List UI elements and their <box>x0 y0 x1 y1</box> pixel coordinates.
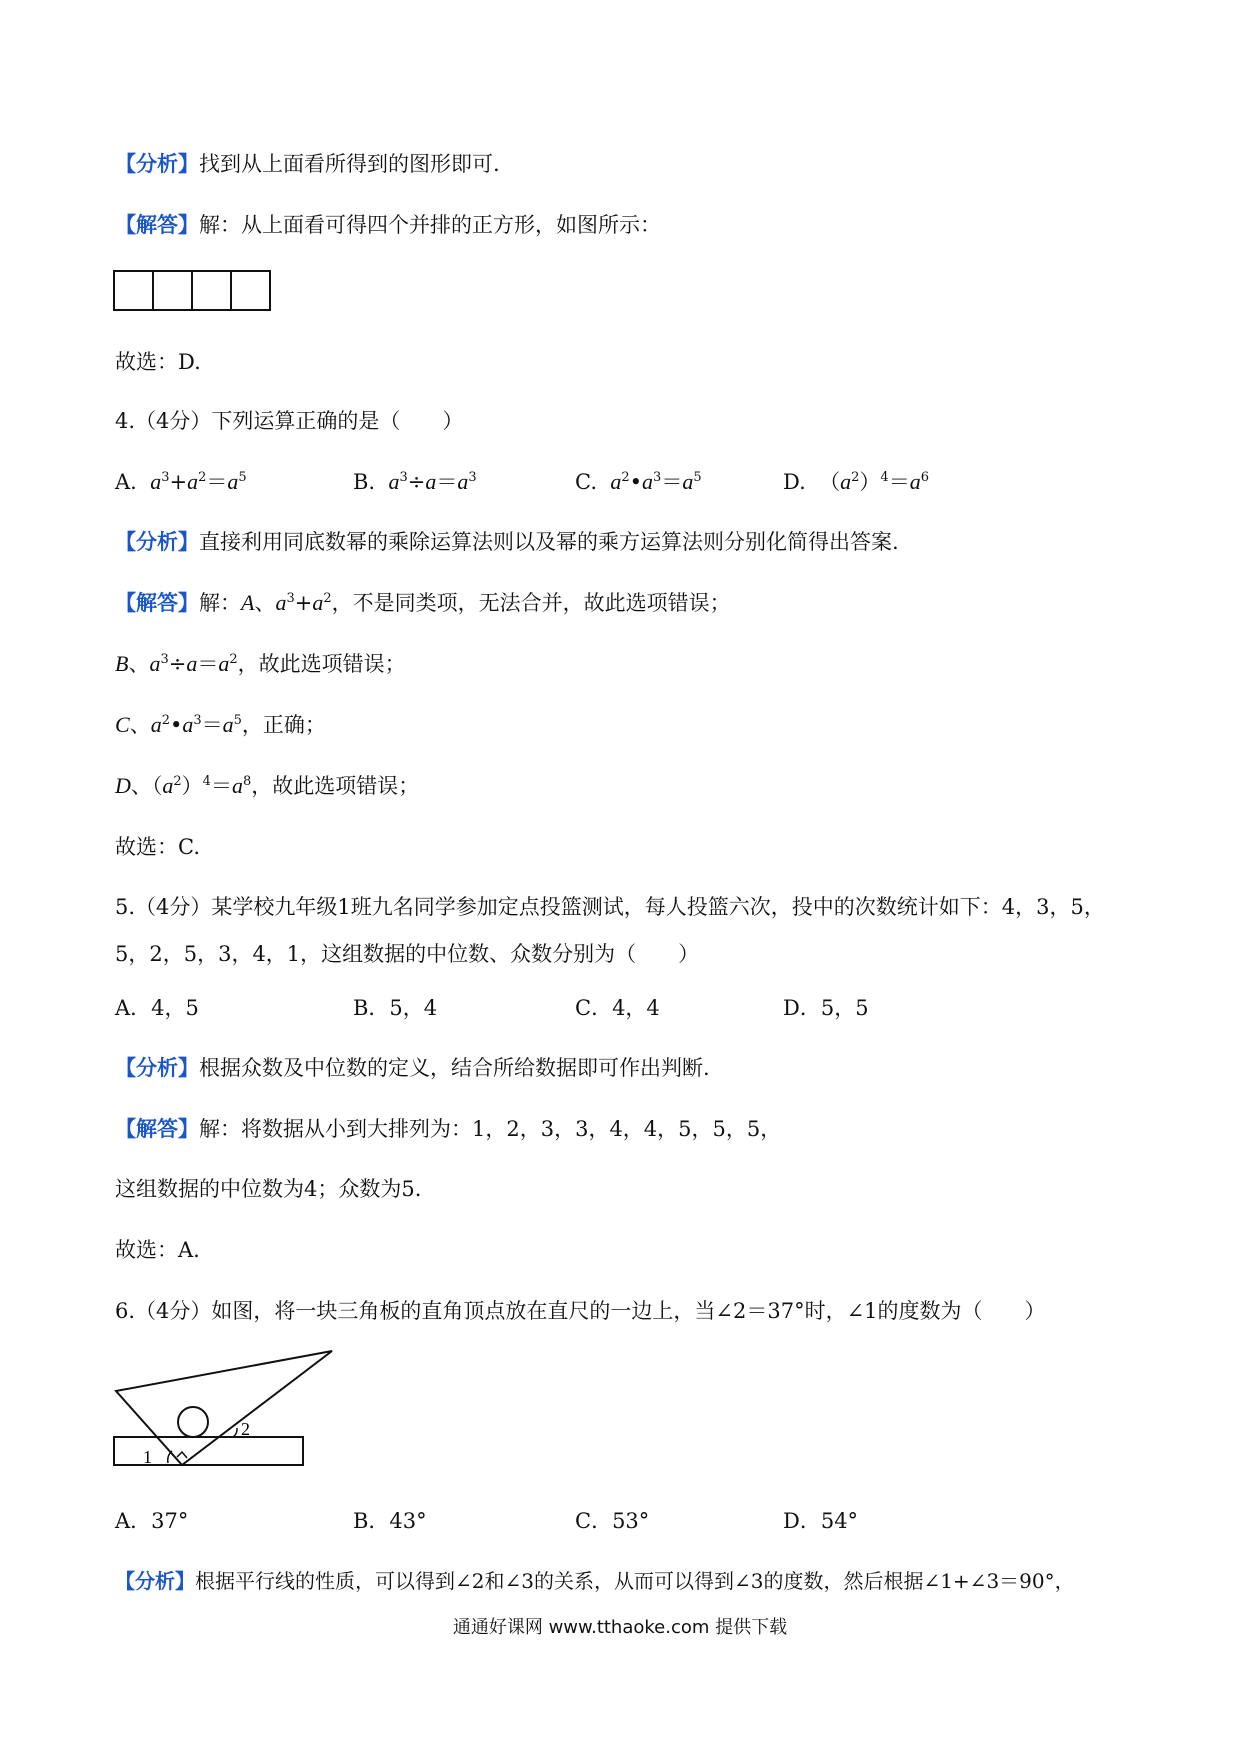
ruler-triangle-figure <box>100 1345 350 1475</box>
q4-answer-b: B、$a^3\div a=a^2$，故此选项错误； <box>115 651 406 676</box>
plate-hole <box>178 1407 208 1437</box>
q4-option-d: D. $(a^2)^4=a^6$ <box>783 469 929 494</box>
q4-answer-c: C、$a^2•a^3=a^5$，正确； <box>115 712 326 737</box>
q5-answer-line1: 【解答】解：将数据从小到大排列为：1，2，3，3，4，4，5，5，5， <box>115 1116 782 1141</box>
q5-option-a: A．4，5 <box>115 996 199 1020</box>
four-squares-figure <box>113 270 271 311</box>
q3-answer: 【解答】解：从上面看可得四个并排的正方形，如图所示： <box>115 212 661 237</box>
right-angle-mark <box>177 1452 187 1458</box>
square <box>193 272 232 309</box>
square <box>115 272 154 309</box>
q4-stem: 4.（4分）下列运算正确的是（ ） <box>115 409 464 433</box>
q6-options <box>115 1507 1125 1537</box>
q4-analysis: 【分析】直接利用同底数幂的乘除运算法则以及幂的乘方运算法则分别化简得出答案. <box>115 529 899 554</box>
angle2-label: 2 <box>241 1419 250 1439</box>
q4-option-b: B. $a^3\div a=a^3$ <box>353 469 477 494</box>
q5-analysis: 【分析】根据众数及中位数的定义，结合所给数据即可作出判断. <box>115 1055 710 1080</box>
q5-options <box>115 994 1125 1024</box>
q6-option-a: A．37° <box>115 1509 189 1533</box>
q4-option-c: C. $a^2•a^3=a^5$ <box>575 469 702 494</box>
q5-answer-line2: 这组数据的中位数为4；众数为5. <box>115 1177 422 1201</box>
q4-option-a: A. $a^3+a^2=a^5$ <box>115 469 247 494</box>
angle1-label: 1 <box>143 1447 152 1467</box>
q5-choice: 故选：A. <box>115 1238 200 1262</box>
square <box>154 272 193 309</box>
page-footer: 通通好课网 www.tthaoke.com 提供下载 <box>452 1617 788 1638</box>
q3-choice: 故选：D. <box>115 350 201 374</box>
q5-option-c: C．4，4 <box>575 996 660 1020</box>
q6-analysis: 【分析】根据平行线的性质，可以得到∠2和∠3的关系，从而可以得到∠3的度数，然后根据∠1+∠3＝90°， <box>115 1569 1075 1593</box>
angle2-arc <box>233 1428 237 1437</box>
q5-stem-line1: 5.（4分）某学校九年级1班九名同学参加定点投篮测试，每人投篮六次，投中的次数统计如下：4，3，5， <box>115 895 1105 919</box>
q5-option-b: B．5，4 <box>353 996 438 1020</box>
q4-answer-d: D、$(a^2)^4=a^8$，故此选项错误； <box>115 773 420 798</box>
square <box>232 272 269 309</box>
q3-analysis: 【分析】找到从上面看所得到的图形即可. <box>115 151 500 176</box>
q6-option-d: D．54° <box>783 1509 859 1533</box>
q6-option-c: C．53° <box>575 1509 650 1533</box>
q5-option-d: D．5，5 <box>783 996 869 1020</box>
q4-answer-a: 【解答】解：A、$a^3+a^2$，不是同类项，无法合并，故此选项错误； <box>115 590 731 615</box>
q4-choice: 故选：C. <box>115 835 200 859</box>
q6-stem: 6.（4分）如图，将一块三角板的直角顶点放在直尺的一边上，当∠2＝37°时，∠1的度数为（ ） <box>115 1299 1046 1323</box>
q6-option-b: B．43° <box>353 1509 427 1533</box>
q4-options <box>115 468 1125 498</box>
q5-stem-line2: 5，2，5，3，4，1，这组数据的中位数、众数分别为（ ） <box>115 942 700 966</box>
